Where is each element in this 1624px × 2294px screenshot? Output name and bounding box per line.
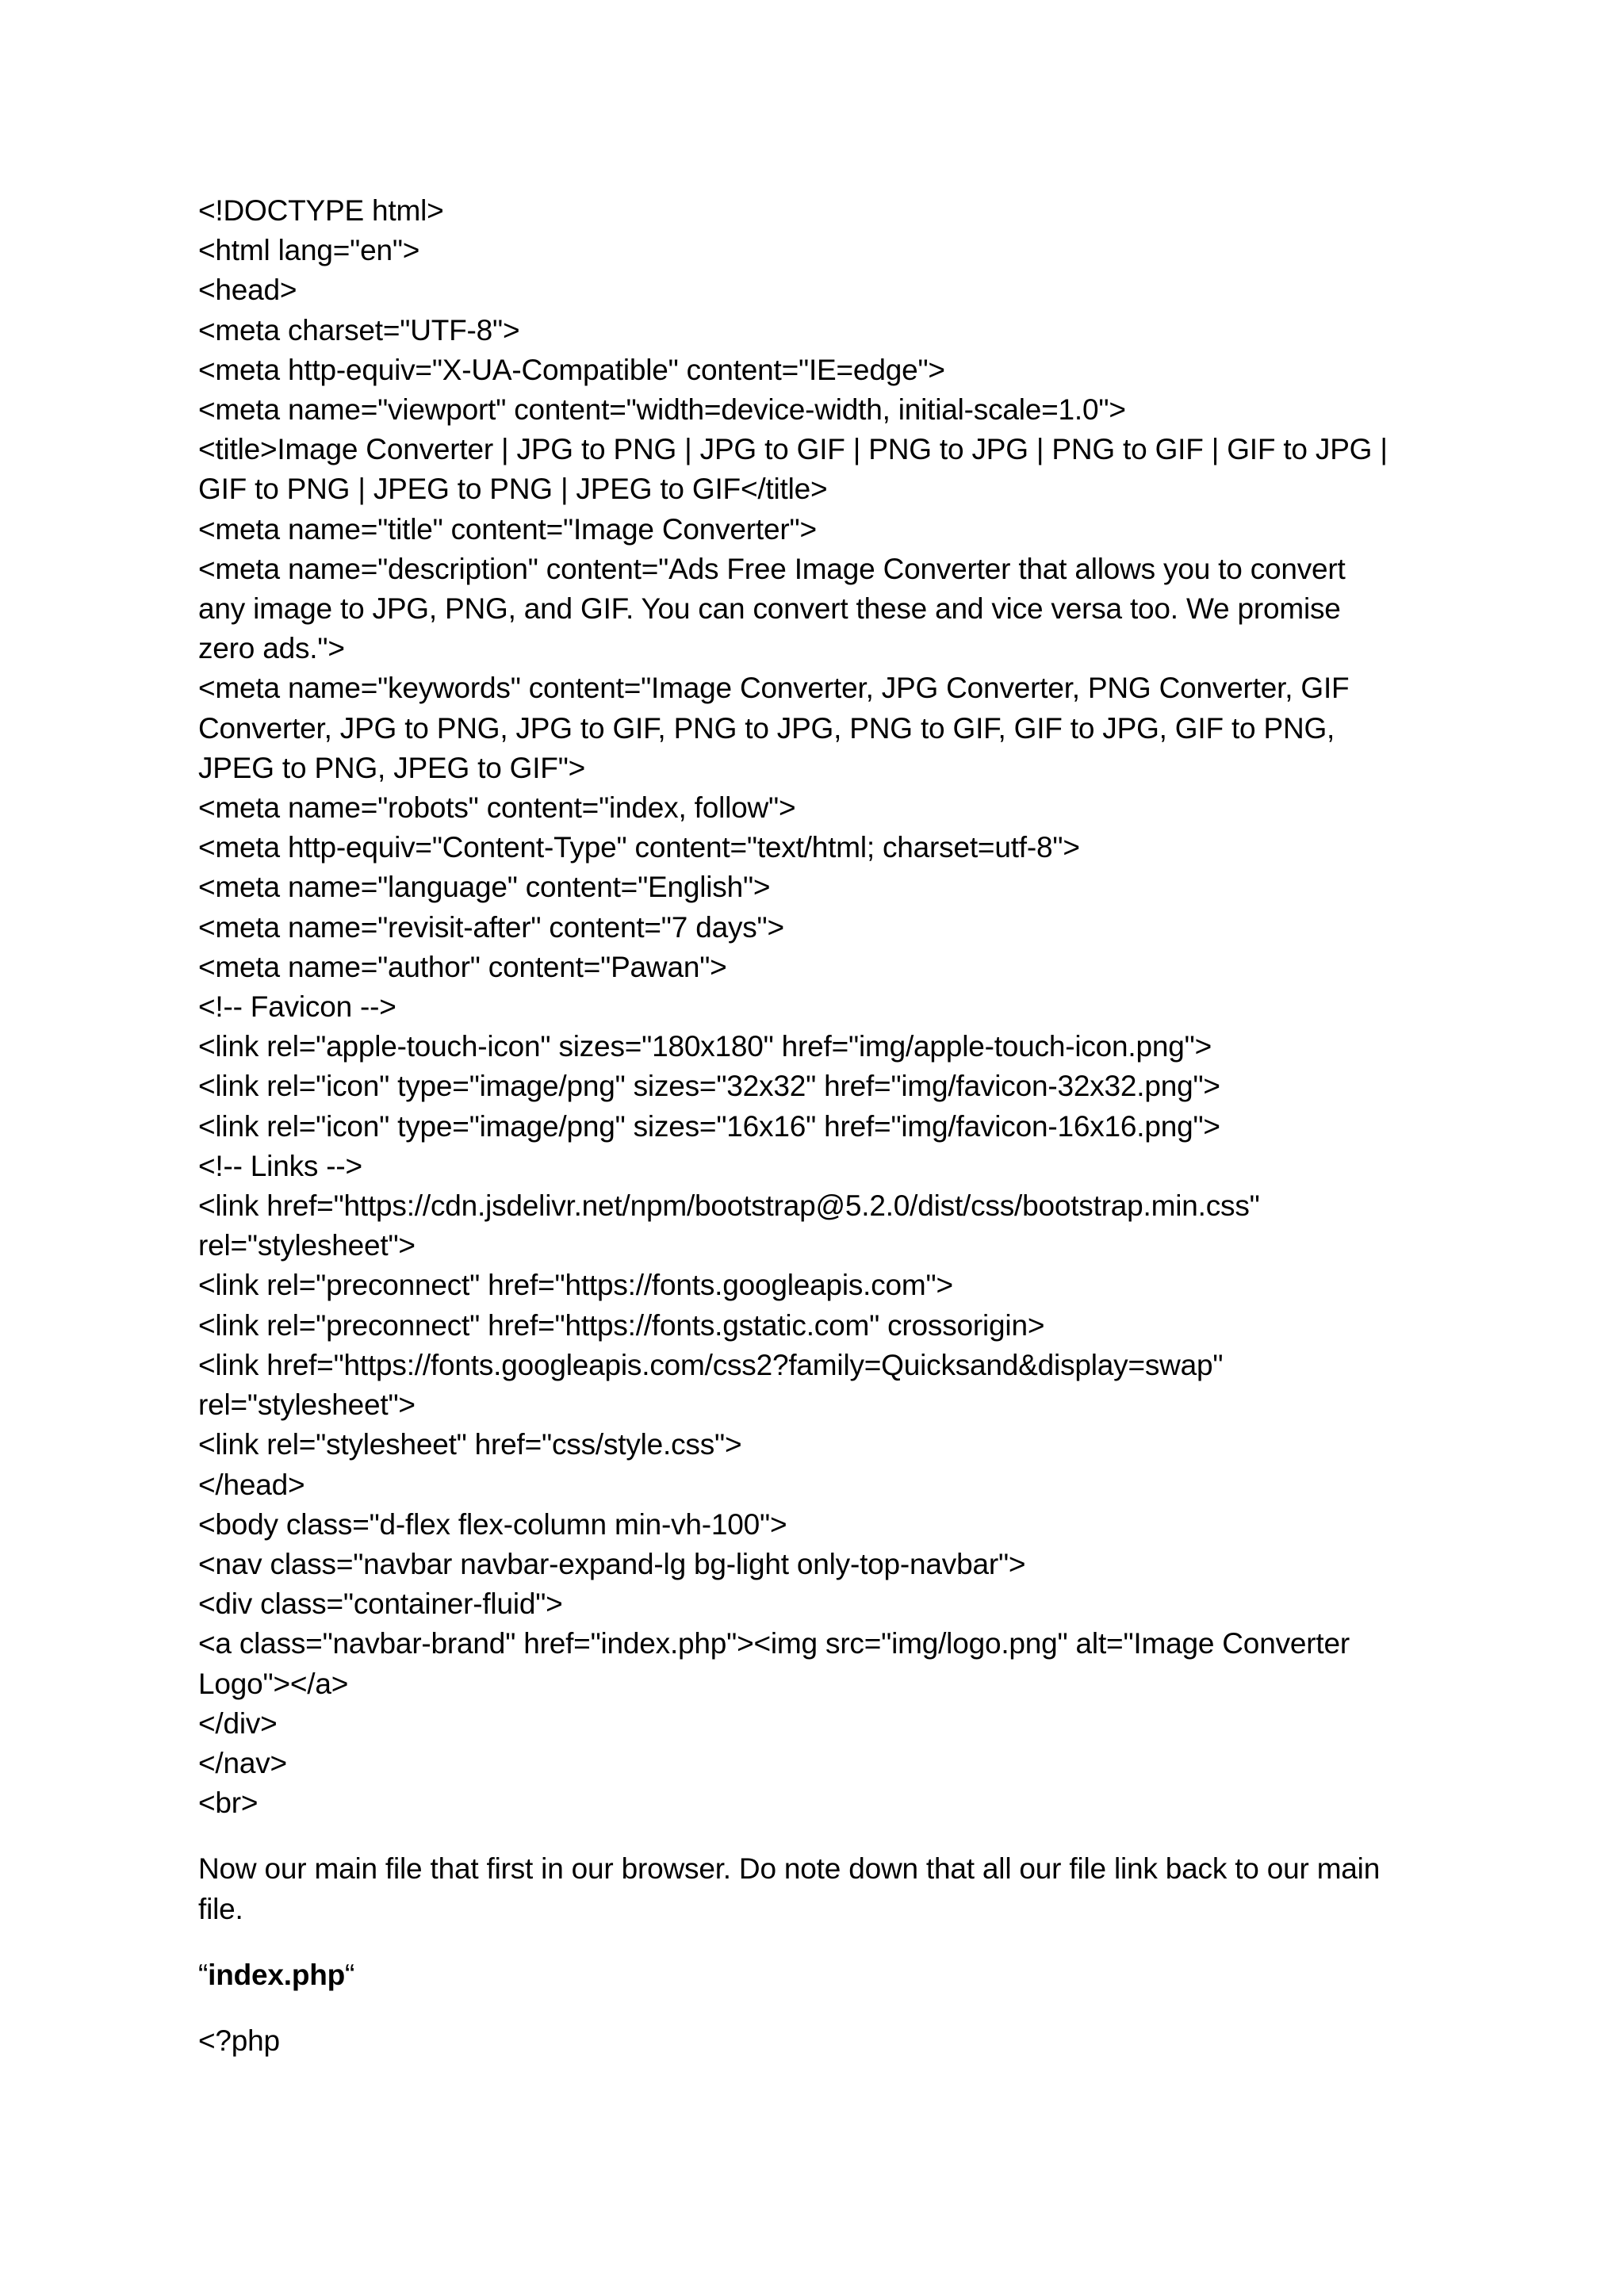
body-paragraph: Now our main file that first in our browser. Do note down that all our file link back to our main file. xyxy=(198,1852,1381,1925)
code-line: <meta name="description" content="Ads Free Image Converter that allows you to convert any image to JPG, PNG, and GIF. You can convert these and vice versa too. We promise zero ads."> xyxy=(198,552,1346,665)
code-line: <meta name="keywords" content="Image Converter, JPG Converter, PNG Converter, GIF Converter, JPG to PNG, JPG to GIF, PNG to JPG, PNG to GIF, GIF to JPG, GIF to PNG, JPEG to PNG, JPEG to GIF"> xyxy=(198,672,1350,784)
code-line: </head> xyxy=(198,1468,305,1501)
code-line: <br> xyxy=(198,1787,259,1820)
code-line: <!-- Links --> xyxy=(198,1149,362,1182)
code-line: <html lang="en"> xyxy=(198,234,420,267)
code-line: <title>Image Converter | JPG to PNG | JPG to GIF | PNG to JPG | PNG to GIF | GIF to JPG | GIF to PNG | JPEG to PNG | JPEG to GIF</title> xyxy=(198,433,1388,506)
code-line: <head> xyxy=(198,274,297,307)
code-line: <meta charset="UTF-8"> xyxy=(198,313,520,347)
filename-close-quote: “ xyxy=(345,1958,355,1991)
code-line: <div class="container-fluid"> xyxy=(198,1587,563,1621)
code-line: <link rel="icon" type="image/png" sizes="16x16" href="img/favicon-16x16.png"> xyxy=(198,1109,1220,1143)
code-line: <meta name="author" content="Pawan"> xyxy=(198,950,727,983)
code-line: <link href="https://cdn.jsdelivr.net/npm/bootstrap@5.2.0/dist/css/bootstrap.min.css" rel="stylesheet"> xyxy=(198,1189,1260,1262)
code-line: </div> xyxy=(198,1706,278,1740)
document-content xyxy=(198,191,1443,2061)
code-line: <link rel="preconnect" href="https://fonts.googleapis.com"> xyxy=(198,1269,953,1302)
code-line: <!-- Favicon --> xyxy=(198,990,396,1024)
code-line: <body class="d-flex flex-column min-vh-100"> xyxy=(198,1507,787,1541)
code-line: <link rel="stylesheet" href="css/style.css"> xyxy=(198,1428,742,1461)
code-block xyxy=(198,191,1443,1823)
code-line: <meta http-equiv="X-UA-Compatible" content="IE=edge"> xyxy=(198,353,945,386)
php-open-tag: <?php xyxy=(198,2024,280,2057)
filename-heading xyxy=(198,1955,1443,1995)
code-line: <meta http-equiv="Content-Type" content="text/html; charset=utf-8"> xyxy=(198,831,1080,864)
code-line: <meta name="robots" content="index, follow"> xyxy=(198,791,796,825)
filename-open-quote: “ xyxy=(198,1958,209,1991)
code-line: <link rel="preconnect" href="https://fonts.gstatic.com" crossorigin> xyxy=(198,1308,1045,1342)
filename-label: index.php xyxy=(208,1958,346,1991)
code-line: <nav class="navbar navbar-expand-lg bg-light only-top-navbar"> xyxy=(198,1547,1026,1580)
code-line: <meta name="revisit-after" content="7 days"> xyxy=(198,910,784,944)
code-line: </nav> xyxy=(198,1746,287,1779)
code-line: <link rel="icon" type="image/png" sizes="32x32" href="img/favicon-32x32.png"> xyxy=(198,1070,1220,1103)
code-line: <meta name="language" content="English"> xyxy=(198,871,771,904)
code-line: <a class="navbar-brand" href="index.php"><img src="img/logo.png" alt="Image Converter Logo"></a> xyxy=(198,1627,1350,1700)
code-line: <link rel="apple-touch-icon" sizes="180x180" href="img/apple-touch-icon.png"> xyxy=(198,1030,1212,1063)
code-line: <link href="https://fonts.googleapis.com/css2?family=Quicksand&display=swap" rel="stylesheet"> xyxy=(198,1348,1224,1422)
code-line: <meta name="title" content="Image Converter"> xyxy=(198,512,817,546)
code-line: <meta name="viewport" content="width=device-width, initial-scale=1.0"> xyxy=(198,393,1126,427)
code-line: <!DOCTYPE html> xyxy=(198,194,444,227)
